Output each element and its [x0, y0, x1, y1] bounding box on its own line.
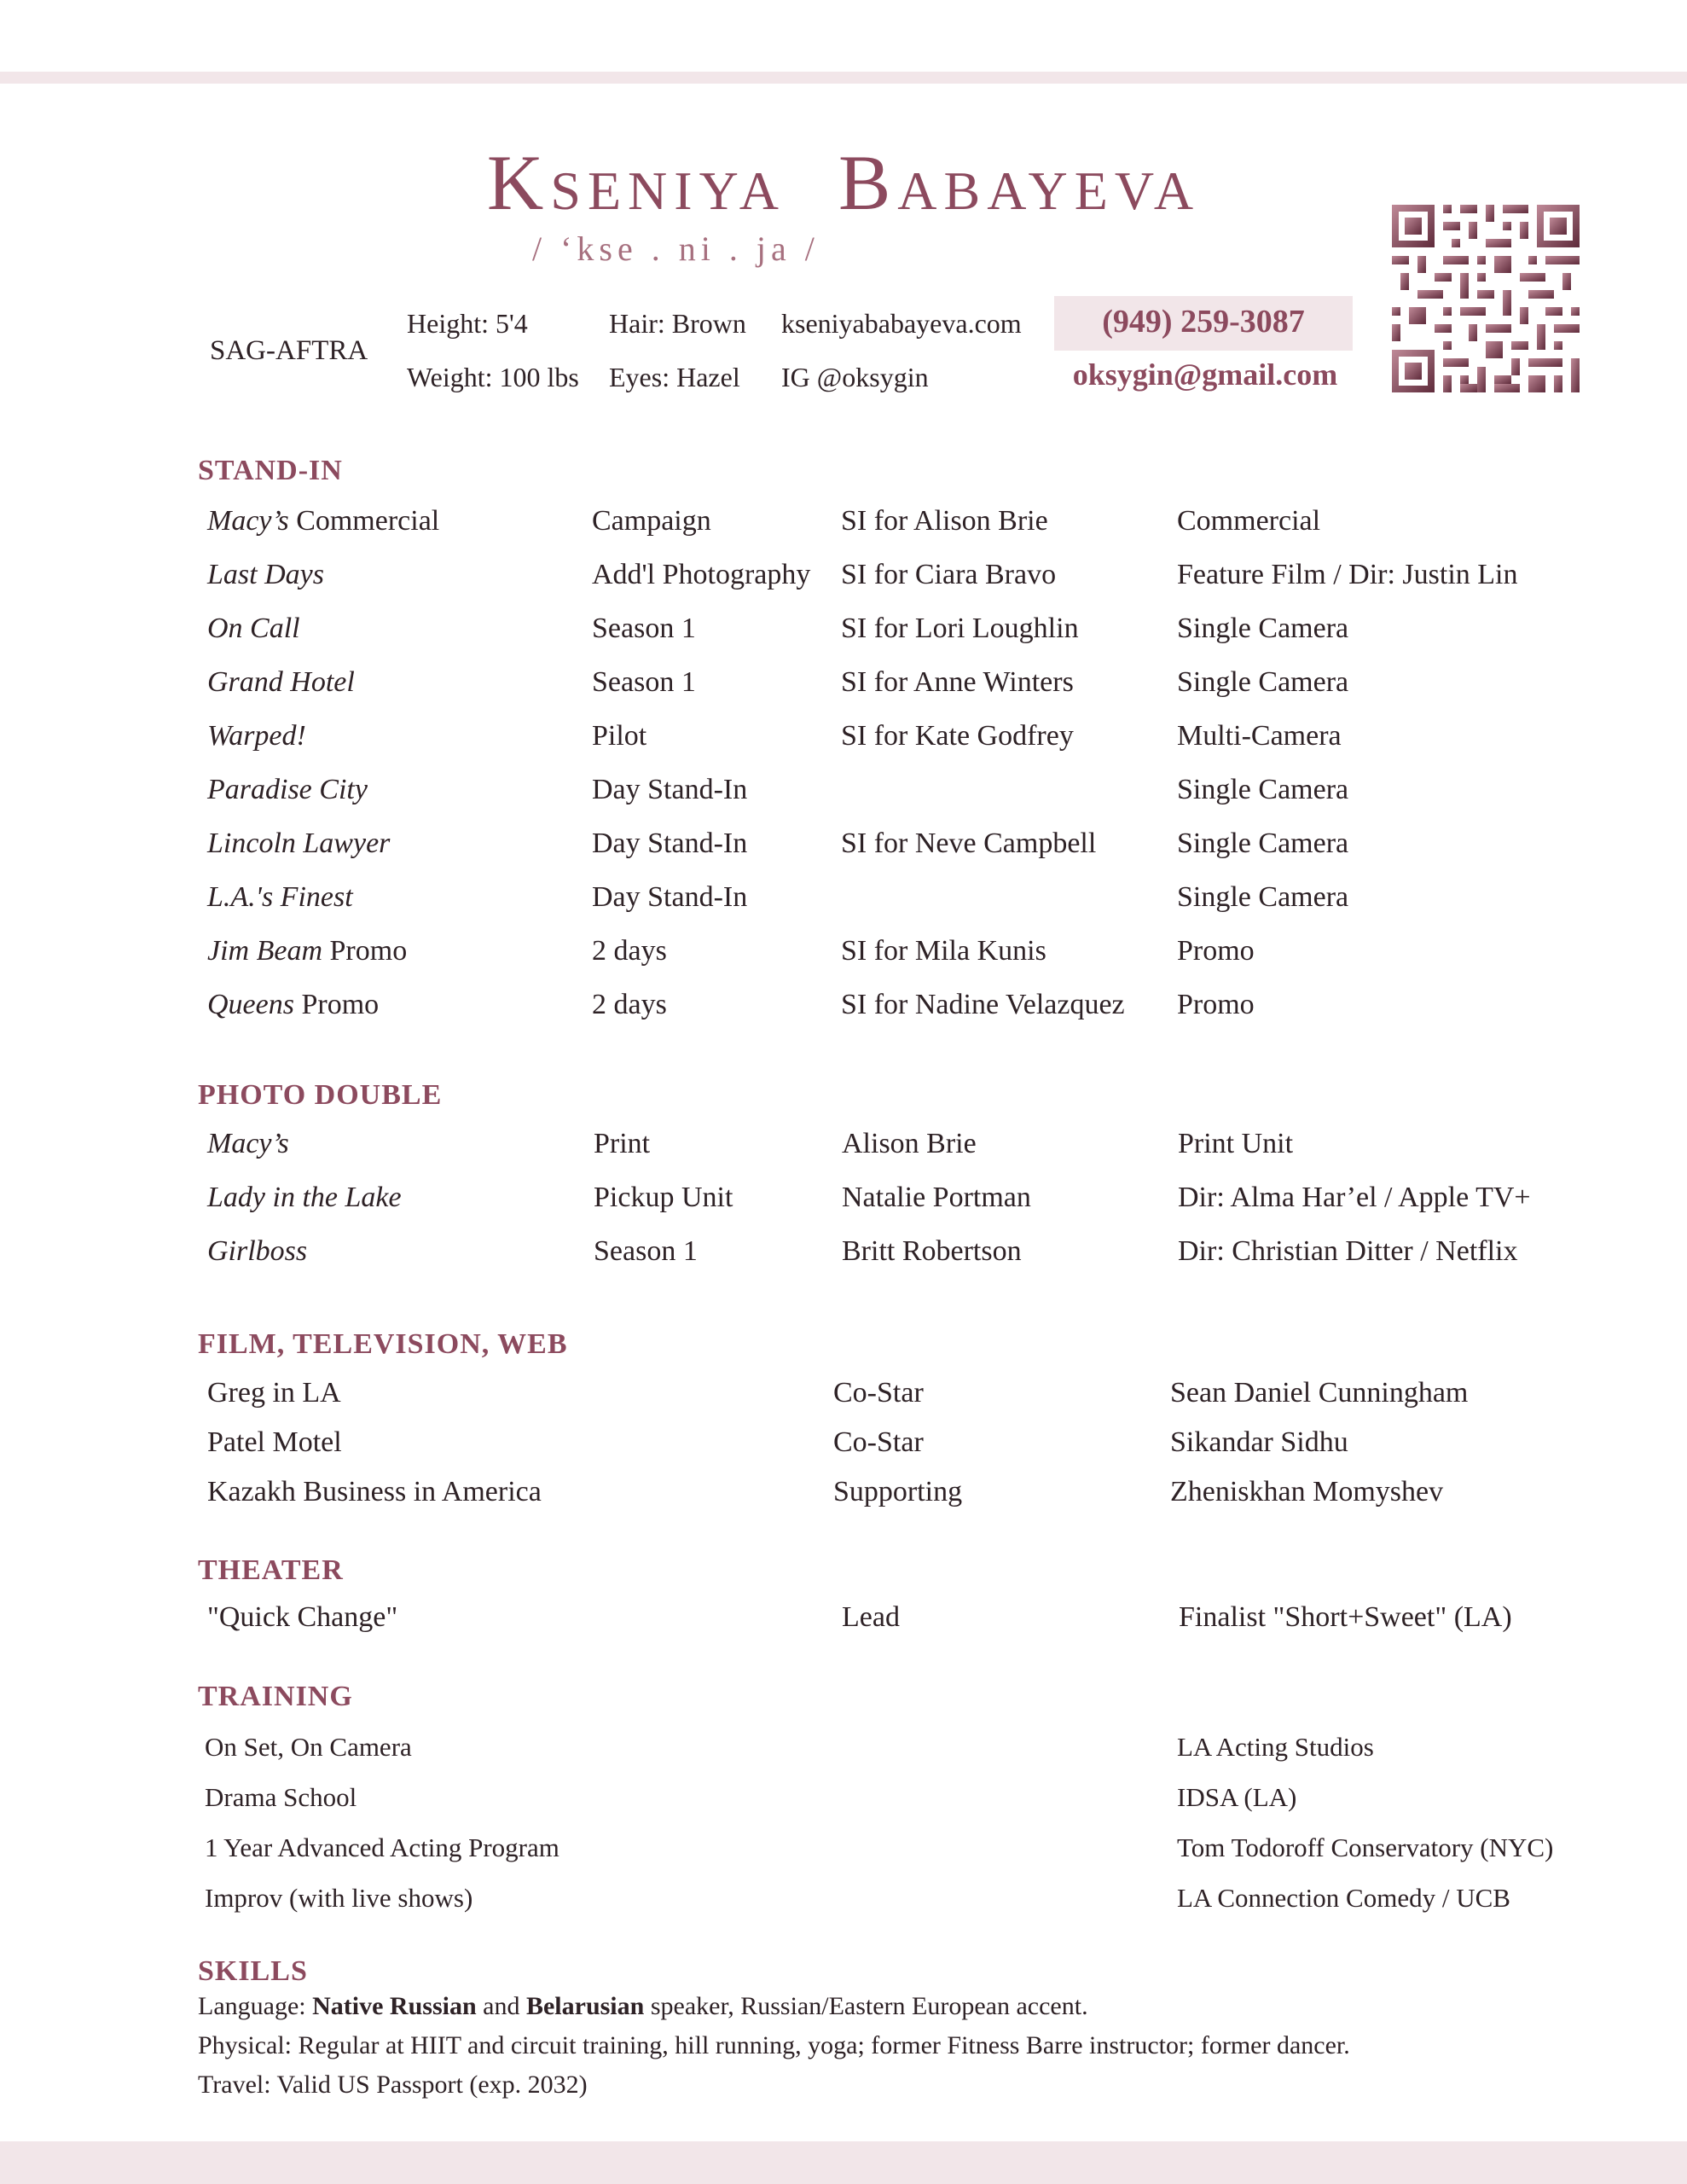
photo-double-heading: PHOTO DOUBLE [198, 1079, 443, 1111]
stand-in-for: SI for Alison Brie [841, 505, 1048, 537]
project-title: Kazakh Business in America [207, 1476, 542, 1507]
double-for: Britt Robertson [842, 1235, 1022, 1267]
production-type: Feature Film / Dir: Justin Lin [1177, 559, 1518, 590]
stand-in-row [0, 613, 1687, 655]
stand-in-row [0, 881, 1687, 924]
role-type: Day Stand-In [592, 881, 748, 913]
role-type: Season 1 [592, 666, 696, 698]
role-type: Campaign [592, 505, 711, 537]
project-title: On Call [207, 613, 300, 644]
project-title: Queens Promo [207, 989, 380, 1020]
photo-double-row [0, 1182, 1687, 1224]
production-details: Dir: Alma Har’el / Apple TV+ [1178, 1182, 1531, 1213]
email-address[interactable]: oksygin@gmail.com [1072, 357, 1338, 392]
project-title: Warped! [207, 720, 306, 752]
film-tv-heading: FILM, TELEVISION, WEB [198, 1328, 568, 1360]
play-title: "Quick Change" [207, 1601, 398, 1633]
unit-type: Pickup Unit [594, 1182, 733, 1213]
skill-travel: Travel: Valid US Passport (exp. 2032) [198, 2071, 588, 2099]
role-type: 2 days [592, 989, 667, 1020]
bottom-band [0, 2141, 1687, 2184]
last-name: Babayeva [838, 139, 1201, 226]
stand-in-for: SI for Nadine Velazquez [841, 989, 1125, 1020]
production-type: Single Camera [1177, 774, 1349, 805]
stand-in-row [0, 505, 1687, 548]
training-row [0, 1782, 1687, 1820]
role-type: 2 days [592, 935, 667, 967]
training-row [0, 1883, 1687, 1920]
project-title: Macy’s [207, 1128, 289, 1159]
first-name: Kseniya [486, 139, 786, 226]
theater-row [0, 1601, 1687, 1644]
project-title: L.A.'s Finest [207, 881, 353, 913]
stand-in-row [0, 774, 1687, 816]
skill-language: Language: Native Russian and Belarusian speaker, Russian/Eastern European accent. [198, 1992, 1088, 2020]
project-title: Paradise City [207, 774, 368, 805]
skills-heading: SKILLS [198, 1955, 308, 1987]
training-row [0, 1833, 1687, 1870]
stand-in-row [0, 666, 1687, 709]
instagram-handle[interactable]: IG @oksygin [781, 362, 929, 392]
photo-double-row [0, 1235, 1687, 1278]
production-type: Single Camera [1177, 828, 1349, 859]
production-type: Commercial [1177, 505, 1321, 537]
stand-in-row [0, 559, 1687, 601]
production-type: Single Camera [1177, 881, 1349, 913]
project-title: Lady in the Lake [207, 1182, 402, 1213]
photo-double-row [0, 1128, 1687, 1170]
double-for: Alison Brie [842, 1128, 977, 1159]
training-school: LA Connection Comedy / UCB [1177, 1883, 1510, 1913]
training-school: IDSA (LA) [1177, 1782, 1297, 1812]
project-title: Last Days [207, 559, 324, 590]
stand-in-row [0, 828, 1687, 870]
training-row [0, 1732, 1687, 1769]
double-for: Natalie Portman [842, 1182, 1031, 1213]
production-type: Multi-Camera [1177, 720, 1342, 752]
pronunciation: / ‘kse . ni . ja / [532, 229, 820, 268]
role: Co-Star [833, 1377, 924, 1409]
training-course: 1 Year Advanced Acting Program [205, 1833, 559, 1862]
role-type: Day Stand-In [592, 774, 748, 805]
project-title: Lincoln Lawyer [207, 828, 391, 859]
weight-stat: Weight: 100 lbs [407, 362, 579, 392]
production-details: Dir: Christian Ditter / Netflix [1178, 1235, 1518, 1267]
production-details: Print Unit [1178, 1128, 1294, 1159]
project-title: Jim Beam Promo [207, 935, 408, 967]
theater-heading: THEATER [198, 1554, 344, 1586]
project-title: Girlboss [207, 1235, 308, 1267]
hair-stat: Hair: Brown [609, 308, 746, 339]
stand-in-for: SI for Lori Loughlin [841, 613, 1079, 644]
role: Co-Star [833, 1426, 924, 1458]
project-title: Patel Motel [207, 1426, 342, 1458]
training-course: On Set, On Camera [205, 1732, 412, 1762]
stand-in-row [0, 935, 1687, 978]
training-heading: TRAINING [198, 1681, 353, 1712]
production-type: Single Camera [1177, 613, 1349, 644]
stand-in-row [0, 989, 1687, 1031]
project-title: Macy’s Commercial [207, 505, 440, 537]
qr-code-icon[interactable] [1392, 205, 1580, 392]
stand-in-for: SI for Ciara Bravo [841, 559, 1057, 590]
project-title: Grand Hotel [207, 666, 355, 698]
top-band [0, 72, 1687, 84]
role-type: Day Stand-In [592, 828, 748, 859]
union-affiliation: SAG-AFTRA [210, 335, 368, 366]
unit-type: Print [594, 1128, 651, 1159]
unit-type: Season 1 [594, 1235, 698, 1267]
stand-in-for: SI for Mila Kunis [841, 935, 1046, 967]
training-school: LA Acting Studios [1177, 1732, 1374, 1762]
director: Sean Daniel Cunningham [1170, 1377, 1469, 1409]
role-type: Add'l Photography [592, 559, 811, 590]
stand-in-heading: STAND-IN [198, 455, 343, 486]
phone-number[interactable]: (949) 259-3087 [1102, 304, 1305, 340]
stand-in-for: SI for Kate Godfrey [841, 720, 1074, 752]
training-course: Drama School [205, 1782, 357, 1812]
role-type: Season 1 [592, 613, 696, 644]
role: Supporting [833, 1476, 963, 1507]
director: Sikandar Sidhu [1170, 1426, 1348, 1458]
training-course: Improv (with live shows) [205, 1883, 473, 1913]
stand-in-row [0, 720, 1687, 763]
film-tv-row [0, 1476, 1687, 1519]
eyes-stat: Eyes: Hazel [609, 362, 740, 392]
production-type: Single Camera [1177, 666, 1349, 698]
film-tv-row [0, 1377, 1687, 1420]
skill-physical: Physical: Regular at HIIT and circuit training, hill running, yoga; former Fitness Barre instructor; former dancer. [198, 2031, 1350, 2059]
project-title: Greg in LA [207, 1377, 341, 1409]
role: Lead [842, 1601, 900, 1633]
role-type: Pilot [592, 720, 647, 752]
production-type: Promo [1177, 935, 1255, 967]
website-link[interactable]: kseniyababayeva.com [781, 308, 1022, 339]
stand-in-for: SI for Neve Campbell [841, 828, 1097, 859]
stand-in-for: SI for Anne Winters [841, 666, 1074, 698]
training-school: Tom Todoroff Conservatory (NYC) [1177, 1833, 1554, 1862]
festival-note: Finalist "Short+Sweet" (LA) [1179, 1601, 1512, 1633]
height-stat: Height: 5'4 [407, 308, 528, 339]
director: Zheniskhan Momyshev [1170, 1476, 1444, 1507]
production-type: Promo [1177, 989, 1255, 1020]
film-tv-row [0, 1426, 1687, 1469]
